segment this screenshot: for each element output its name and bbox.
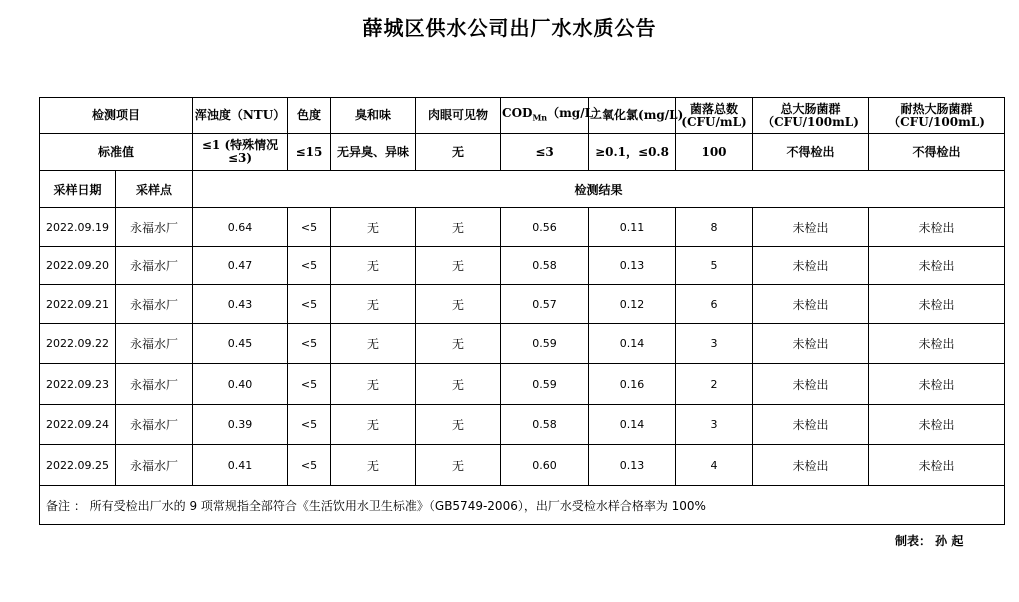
subheader-results: 检测结果 bbox=[193, 171, 1005, 208]
cell-date: 2022.09.25 bbox=[40, 445, 116, 486]
cell-colony: 3 bbox=[676, 405, 753, 445]
header-colony-line1: 菌落总数 bbox=[690, 101, 739, 116]
cell-color: <5 bbox=[288, 445, 331, 486]
table-row bbox=[40, 285, 1005, 324]
table-row bbox=[40, 405, 1005, 445]
cell-turbidity: 0.43 bbox=[193, 285, 288, 324]
cell-site: 永福水厂 bbox=[116, 445, 193, 486]
header-thermo-coliform bbox=[869, 98, 1005, 134]
cell-turbidity: 0.41 bbox=[193, 445, 288, 486]
cell-visible: 无 bbox=[416, 324, 501, 364]
cell-coliform: 未检出 bbox=[753, 247, 869, 285]
cell-date: 2022.09.24 bbox=[40, 405, 116, 445]
cell-turbidity: 0.64 bbox=[193, 208, 288, 247]
cell-cod: 0.58 bbox=[501, 247, 589, 285]
cell-cod: 0.59 bbox=[501, 324, 589, 364]
cell-odor: 无 bbox=[331, 364, 416, 405]
cell-odor: 无 bbox=[331, 247, 416, 285]
cell-color: <5 bbox=[288, 324, 331, 364]
standard-row bbox=[40, 134, 1005, 171]
cell-colony: 8 bbox=[676, 208, 753, 247]
header-colony bbox=[676, 98, 753, 134]
cell-turbidity: 0.39 bbox=[193, 405, 288, 445]
cell-odor: 无 bbox=[331, 324, 416, 364]
header-cod-main: COD bbox=[502, 105, 533, 120]
standard-chlorine-dioxide: ≥0.1，≤0.8 bbox=[589, 134, 676, 171]
subheader-date: 采样日期 bbox=[40, 171, 116, 208]
header-coliform-line1: 总大肠菌群 bbox=[780, 101, 841, 116]
cell-visible: 无 bbox=[416, 445, 501, 486]
cell-colony: 4 bbox=[676, 445, 753, 486]
cell-coliform: 未检出 bbox=[753, 405, 869, 445]
cell-date: 2022.09.21 bbox=[40, 285, 116, 324]
cell-chlorine-dioxide: 0.13 bbox=[589, 247, 676, 285]
cell-site: 永福水厂 bbox=[116, 364, 193, 405]
cell-visible: 无 bbox=[416, 405, 501, 445]
cell-cod: 0.57 bbox=[501, 285, 589, 324]
table-row bbox=[40, 247, 1005, 285]
cell-date: 2022.09.22 bbox=[40, 324, 116, 364]
cell-turbidity: 0.47 bbox=[193, 247, 288, 285]
cell-chlorine-dioxide: 0.11 bbox=[589, 208, 676, 247]
cell-color: <5 bbox=[288, 364, 331, 405]
header-row bbox=[40, 98, 1005, 134]
standard-coliform: 不得检出 bbox=[753, 134, 869, 171]
cell-date: 2022.09.19 bbox=[40, 208, 116, 247]
header-coliform-line2: （CFU/100mL) bbox=[762, 114, 859, 129]
page-title: 薛城区供水公司出厂水水质公告 bbox=[362, 16, 657, 40]
header-odor: 臭和味 bbox=[331, 98, 416, 134]
cell-visible: 无 bbox=[416, 208, 501, 247]
header-chlorine-dioxide: 二氧化氯(mg/L) bbox=[589, 98, 676, 134]
cell-coliform: 未检出 bbox=[753, 364, 869, 405]
cell-visible: 无 bbox=[416, 247, 501, 285]
cell-colony: 2 bbox=[676, 364, 753, 405]
cell-odor: 无 bbox=[331, 405, 416, 445]
header-colony-line2: (CFU/mL) bbox=[681, 114, 747, 129]
cell-thermo-coliform: 未检出 bbox=[869, 285, 1005, 324]
cell-date: 2022.09.23 bbox=[40, 364, 116, 405]
header-cod-sub: Mn bbox=[532, 112, 548, 123]
cell-thermo-coliform: 未检出 bbox=[869, 208, 1005, 247]
table-maker: 制表： 孙 起 bbox=[895, 534, 964, 548]
header-cod bbox=[501, 98, 606, 134]
cell-cod: 0.60 bbox=[501, 445, 589, 486]
header-visible: 肉眼可见物 bbox=[416, 98, 501, 134]
standard-odor: 无异臭、异味 bbox=[331, 134, 416, 171]
cell-chlorine-dioxide: 0.14 bbox=[589, 405, 676, 445]
cell-color: <5 bbox=[288, 208, 331, 247]
note-text: 备注 ： 所有受检出厂水的 9 项常规指全部符合《生活饮用水卫生标准》（GB5749-2006），出厂水受检水样合格率为 100% bbox=[40, 486, 1005, 525]
cell-turbidity: 0.40 bbox=[193, 364, 288, 405]
cell-odor: 无 bbox=[331, 285, 416, 324]
cell-thermo-coliform: 未检出 bbox=[869, 364, 1005, 405]
cell-cod: 0.56 bbox=[501, 208, 589, 247]
cell-coliform: 未检出 bbox=[753, 445, 869, 486]
header-thermo-coliform-line2: （CFU/100mL) bbox=[888, 114, 985, 129]
cell-visible: 无 bbox=[416, 364, 501, 405]
header-item: 检测项目 bbox=[40, 98, 193, 134]
cell-chlorine-dioxide: 0.12 bbox=[589, 285, 676, 324]
cell-thermo-coliform: 未检出 bbox=[869, 247, 1005, 285]
cell-site: 永福水厂 bbox=[116, 208, 193, 247]
cell-odor: 无 bbox=[331, 445, 416, 486]
cell-site: 永福水厂 bbox=[116, 405, 193, 445]
cell-turbidity: 0.45 bbox=[193, 324, 288, 364]
cell-color: <5 bbox=[288, 285, 331, 324]
standard-thermo-coliform: 不得检出 bbox=[869, 134, 1005, 171]
cell-thermo-coliform: 未检出 bbox=[869, 405, 1005, 445]
cell-colony: 5 bbox=[676, 247, 753, 285]
cell-chlorine-dioxide: 0.16 bbox=[589, 364, 676, 405]
cell-color: <5 bbox=[288, 405, 331, 445]
cell-site: 永福水厂 bbox=[116, 324, 193, 364]
cell-thermo-coliform: 未检出 bbox=[869, 445, 1005, 486]
cell-site: 永福水厂 bbox=[116, 285, 193, 324]
water-quality-table bbox=[39, 97, 1005, 525]
standard-colony: 100 bbox=[676, 134, 753, 171]
table-row bbox=[40, 364, 1005, 405]
header-turbidity: 浑浊度（NTU） bbox=[193, 98, 288, 134]
standard-label: 标准值 bbox=[40, 134, 193, 171]
table-row bbox=[40, 445, 1005, 486]
cell-site: 永福水厂 bbox=[116, 247, 193, 285]
header-coliform bbox=[753, 98, 869, 134]
cell-chlorine-dioxide: 0.14 bbox=[589, 324, 676, 364]
standard-turbidity: ≤1 (特殊情况≤3) bbox=[193, 134, 288, 171]
cell-coliform: 未检出 bbox=[753, 285, 869, 324]
cell-colony: 3 bbox=[676, 324, 753, 364]
cell-thermo-coliform: 未检出 bbox=[869, 324, 1005, 364]
cell-odor: 无 bbox=[331, 208, 416, 247]
cell-color: <5 bbox=[288, 247, 331, 285]
cell-coliform: 未检出 bbox=[753, 208, 869, 247]
subheader-site: 采样点 bbox=[116, 171, 193, 208]
header-color: 色度 bbox=[288, 98, 331, 134]
subheader-row bbox=[40, 171, 1005, 208]
cell-cod: 0.58 bbox=[501, 405, 589, 445]
cell-date: 2022.09.20 bbox=[40, 247, 116, 285]
standard-color: ≤15 bbox=[288, 134, 331, 171]
header-thermo-coliform-line1: 耐热大肠菌群 bbox=[900, 101, 973, 116]
cell-colony: 6 bbox=[676, 285, 753, 324]
header-cod-unit: （mg/L） bbox=[547, 105, 606, 120]
standard-visible: 无 bbox=[416, 134, 501, 171]
table-row bbox=[40, 208, 1005, 247]
standard-cod: ≤3 bbox=[501, 134, 589, 171]
note-row bbox=[40, 486, 1005, 525]
table-row bbox=[40, 324, 1005, 364]
cell-coliform: 未检出 bbox=[753, 324, 869, 364]
cell-cod: 0.59 bbox=[501, 364, 589, 405]
cell-visible: 无 bbox=[416, 285, 501, 324]
cell-chlorine-dioxide: 0.13 bbox=[589, 445, 676, 486]
